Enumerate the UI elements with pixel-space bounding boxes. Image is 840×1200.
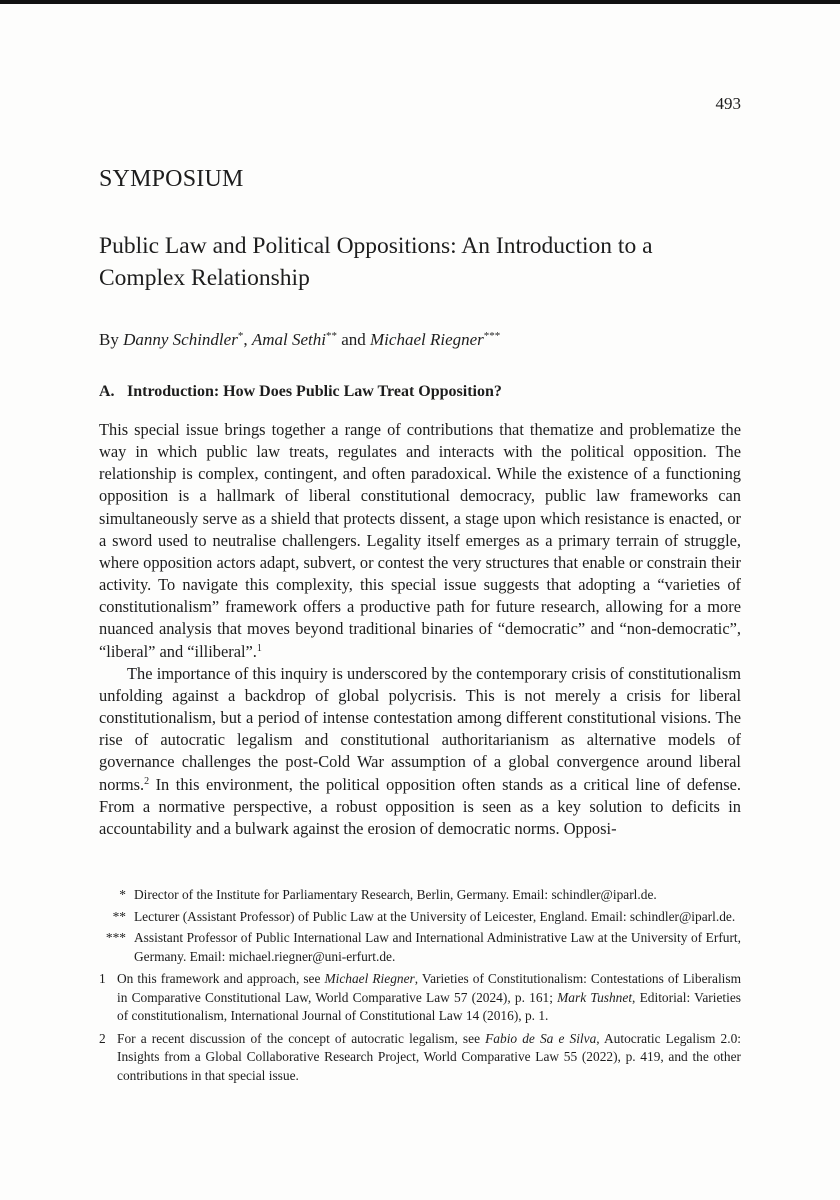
paragraph-text: The importance of this inquiry is underscored by the contemporary crisis of constitutionalism unfolding against a backdrop of global polycrisis. This is not merely a crisis for liberal constitutionalism, but a period of intense contestation among different constitutional visions. The rise of autocratic legalism and constitutional authoritarianism as alternative models of governance challenges the post-Cold War assumption of a global convergence around liberal norms. (99, 663, 741, 794)
page-number: 493 (715, 94, 741, 113)
top-edge-bar (0, 0, 840, 4)
footnote (99, 1030, 741, 1086)
author-name: Michael Riegner (370, 330, 484, 349)
footnote-text-part: On this framework and approach, see (117, 971, 325, 986)
author-name: Amal Sethi (251, 330, 326, 349)
footnote-text: Lecturer (Assistant Professor) of Public Law at the University of Leicester, England. Email: schindler@iparl.de. (134, 908, 736, 924)
paragraph-text: In this environment, the political opposition often stands as a critical line of defense. From a normative perspective, a robust opposition is seen as a key solution to deficits in accountability and a bulwark against the erosion of democratic norms. Opposi- (99, 774, 741, 838)
footnote-ref[interactable]: 2 (144, 775, 150, 787)
author-name: Danny Schindler (123, 330, 238, 349)
paragraph (99, 663, 741, 840)
body-text (99, 419, 741, 840)
footnote-mark: 2 (99, 1030, 106, 1046)
byline-separator: , (243, 330, 248, 349)
cited-author: Mark Tushnet (557, 989, 633, 1005)
footnote-text: Assistant Professor of Public International Law and International Administrative Law at the University of Erfurt, Germany. Email: michael.riegner@uni-erfurt.de. (134, 930, 741, 964)
paragraph-text: This special issue brings together a range of contributions that thematize and problematize the way in which public law treats, regulates and interacts with the political opposition. The relationship is complex, contingent, and often paradoxical. While the existence of a functioning opposition is a hallmark of liberal constitutional democracy, public law frameworks can simultaneously serve as a shield that protects dissent, a stage upon which resistance is enacted, or a sword used to neutralise challengers. Legality itself emerges as a primary terrain of struggle, where opposition actors adapt, subvert, or contest the very structures that enable or constrain their activity. To navigate this complexity, this special issue suggests that adopting a “varieties of constitutionalism” framework offers a productive path for future research, allowing for a more nuanced analysis that moves beyond traditional binaries of “democratic” and “non-democratic”, “liberal” and “illiberal”. (99, 420, 741, 661)
footnote (99, 929, 741, 966)
footnote-text (117, 970, 741, 1026)
byline (99, 330, 500, 350)
footnote-mark: *** (105, 930, 126, 945)
author-footnote-mark[interactable]: ** (325, 330, 337, 342)
section-heading-letter: A. (99, 383, 115, 400)
footnote (99, 886, 741, 905)
footnote-mark: ** (112, 908, 126, 924)
paragraph (99, 419, 741, 663)
footnote (99, 908, 741, 927)
article-title: Public Law and Political Oppositions: An Introduction to a Complex Relationship (99, 233, 653, 291)
footnote-text-part: , Autocratic Legalism 2.0: Insights from a Global Collaborative Research Project, World Comparative Law 55 (2022), p. 419, and the other contributions in that special issue. (117, 1030, 742, 1083)
footnote (99, 970, 741, 1026)
cited-author: Michael Riegner (324, 971, 415, 986)
footnote-ref[interactable]: 1 (256, 642, 262, 654)
cited-author: Fabio de Sa e Silva (485, 1030, 597, 1046)
section-heading-text: Introduction: How Does Public Law Treat Opposition? (127, 383, 502, 400)
author-footnote-mark[interactable]: *** (483, 330, 501, 342)
author-footnote-mark[interactable]: * (237, 330, 244, 342)
byline-separator: and (341, 330, 366, 349)
byline-prefix: By (99, 330, 119, 349)
footnote-text-part: , Varieties of Constitutionalism: Contestations of Liberalism in Comparative Constitutional Law, World Comparative Law 57 (2024), p. 161; (117, 971, 742, 1005)
footnotes (99, 886, 741, 1088)
footnote-text-part: , Editorial: Varieties of constitutionalism, International Journal of Constitutional Law 14 (2016), p. 1. (117, 989, 741, 1023)
footnote-text (117, 1030, 741, 1086)
section-label: SYMPOSIUM (99, 166, 244, 192)
footnote-text: Director of the Institute for Parliamentary Research, Berlin, Germany. Email: schindler@iparl.de. (134, 887, 657, 902)
footnote-mark: * (119, 887, 126, 902)
section-heading (99, 383, 502, 401)
footnote-text-part: For a recent discussion of the concept of autocratic legalism, see (117, 1030, 486, 1046)
footnote-mark: 1 (99, 971, 106, 986)
